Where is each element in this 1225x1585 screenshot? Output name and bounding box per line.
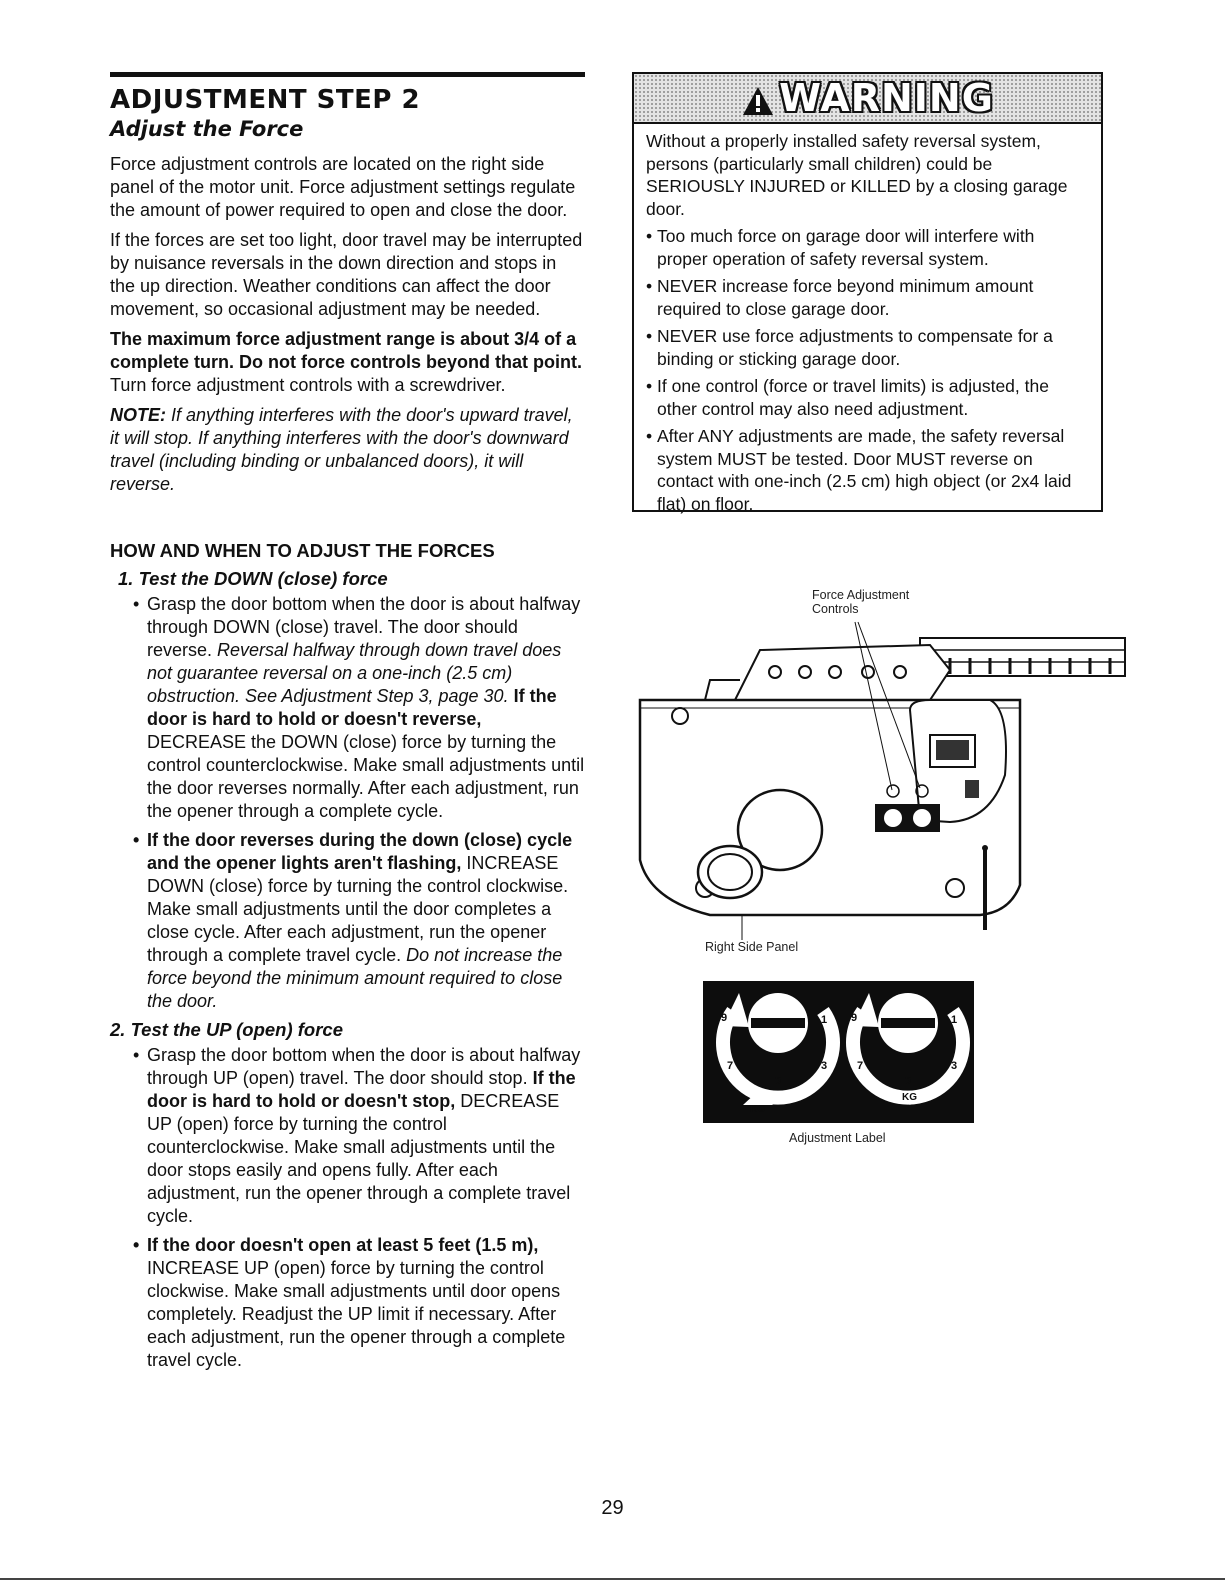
dial-number: 3 bbox=[951, 1060, 958, 1072]
note bbox=[110, 404, 585, 496]
paragraph-location: Force adjustment controls are located on the right side panel of the motor unit. Force adjustment settings regulate the amount of power required to open and close the door. bbox=[110, 154, 576, 220]
dial-number: 5 bbox=[775, 1075, 782, 1087]
kg-mark: KG bbox=[750, 1104, 765, 1115]
warning-intro: Without a properly installed safety reversal system, persons (particularly small children) could be SERIOUSLY INJURED or KILLED by a closing garage door. bbox=[646, 131, 1068, 219]
t1b1-rest: DECREASE the DOWN (close) force by turning the control counterclockwise. Make small adjustments until the door reverses normally. After each adjustment, run the opener through a complete cycle. bbox=[147, 732, 585, 821]
t2b2-text: INCREASE UP (open) force by turning the control clockwise. Make small adjustments until door opens completely. Readjust the UP limit if necessary. After each adjustment, run the opener through a complete travel cycle. bbox=[147, 1258, 566, 1370]
max-range-rest: Turn force adjustment controls with a screwdriver. bbox=[110, 375, 506, 395]
dial-number: 5 bbox=[905, 1075, 912, 1087]
t1b1-italic: Reversal halfway through down travel does not guarantee reversal on a one-inch (2.5 cm) obstruction. See Adjustment Step 3, page 30. bbox=[147, 640, 562, 706]
warning-bullet-text: NEVER use force adjustments to compensate for a binding or sticking garage door. bbox=[657, 326, 1053, 369]
note-text: If anything interferes with the door's upward travel, it will stop. If anything interferes with the door's downward travel (including binding or unbalanced doors), it will reverse. bbox=[110, 405, 573, 494]
bullet-mark: • bbox=[646, 226, 653, 246]
dial-number: 1 bbox=[951, 1014, 958, 1026]
warning-title bbox=[634, 76, 1101, 120]
force-label-line2: Controls bbox=[812, 602, 859, 616]
force-label-line1: Force Adjustment bbox=[812, 588, 910, 602]
warning-triangle-icon bbox=[741, 85, 775, 117]
dial-number: 7 bbox=[727, 1060, 734, 1072]
list-item bbox=[110, 593, 585, 823]
bullet-mark: • bbox=[133, 830, 140, 850]
paragraph-max-range bbox=[110, 328, 585, 397]
max-range-bold: The maximum force adjustment range is about 3/4 of a complete turn. Do not force controls beyond that point. bbox=[110, 329, 582, 372]
warning-bullet bbox=[646, 375, 1089, 420]
warning-bullet bbox=[646, 225, 1089, 270]
warning-bullet bbox=[646, 425, 1089, 515]
t1b1-bold: If the door is hard to hold or doesn't reverse, bbox=[147, 686, 557, 729]
dial-number: 9 bbox=[851, 1012, 858, 1024]
t2b1-text: Grasp the door bottom when the door is about halfway through UP (open) travel. The door should stop. bbox=[147, 1045, 581, 1088]
warning-bullet-text: If one control (force or travel limits) is adjusted, the other control may also need adjustment. bbox=[657, 376, 1049, 419]
bullet-mark: • bbox=[133, 1235, 140, 1255]
bullet-mark: • bbox=[646, 426, 653, 446]
warning-bullet bbox=[646, 325, 1089, 370]
bullet-mark: • bbox=[646, 376, 653, 396]
t1b2-bold: If the door reverses during the down (close) cycle and the opener lights aren't flashing, bbox=[147, 830, 573, 873]
dial-number: 9 bbox=[721, 1012, 728, 1024]
left-column bbox=[110, 72, 585, 1378]
list-item bbox=[110, 1234, 585, 1372]
dial-number: 1 bbox=[821, 1014, 828, 1026]
t1b2-italic: Do not increase the force beyond the minimum amount required to close the door. bbox=[147, 945, 563, 1011]
warning-bullet-text: Too much force on garage door will interfere with proper operation of safety reversal system. bbox=[657, 226, 1035, 269]
t2b1-bold: If the door is hard to hold or doesn't stop, bbox=[147, 1068, 576, 1111]
t1b2-text: INCREASE DOWN (close) force by turning the control clockwise. Make small adjustments until the door completes a close cycle. After each adjustment, run the opener through a complete travel cycle. bbox=[147, 853, 569, 965]
test-up-heading: 2. Test the UP (open) force bbox=[110, 1019, 343, 1040]
warning-header bbox=[634, 74, 1101, 124]
list-item bbox=[110, 1044, 585, 1228]
bullet-mark: • bbox=[133, 1045, 140, 1065]
t2b2-bold: If the door doesn't open at least 5 feet (1.5 m), bbox=[147, 1235, 539, 1255]
paragraph-light-forces: If the forces are set too light, door travel may be interrupted by nuisance reversals in the down direction and stops in the up direction. Weather conditions can affect the door movement, so occasional adjustment may be needed. bbox=[110, 230, 583, 319]
step-title: ADJUSTMENT STEP 2 bbox=[110, 85, 421, 115]
right-side-panel-label: Right Side Panel bbox=[705, 940, 799, 954]
adjustment-label-graphic bbox=[703, 981, 974, 1123]
note-label: NOTE: bbox=[110, 405, 166, 425]
page-number: 29 bbox=[601, 1497, 624, 1519]
dial-number: 3 bbox=[821, 1060, 828, 1072]
bullet-mark: • bbox=[133, 594, 140, 614]
t2b1-rest: DECREASE UP (open) force by turning the control counterclockwise. Make small adjustments until the door stops easily and opens fully. After each adjustment, run the opener through a complete travel cycle. bbox=[147, 1091, 571, 1226]
page-bottom-edge bbox=[0, 1578, 1225, 1580]
test-down-heading: 1. Test the DOWN (close) force bbox=[118, 568, 388, 589]
motor-unit-illustration bbox=[630, 600, 1130, 950]
adjustment-label-caption: Adjustment Label bbox=[789, 1131, 886, 1145]
section-heading: HOW AND WHEN TO ADJUST THE FORCES bbox=[110, 540, 495, 561]
bullet-mark: • bbox=[646, 326, 653, 346]
warning-bullet-text: After ANY adjustments are made, the safety reversal system MUST be tested. Door MUST reverse on contact with one-inch (2.5 cm) high object (or 2x4 laid flat) on floor. bbox=[657, 426, 1072, 514]
heading-rule bbox=[110, 72, 585, 77]
bullet-mark: • bbox=[646, 276, 653, 296]
kg-mark: KG bbox=[902, 1092, 917, 1103]
warning-bullet bbox=[646, 275, 1089, 320]
list-item bbox=[110, 829, 585, 1013]
warning-body bbox=[634, 124, 1101, 515]
warning-title-text: WARNING bbox=[779, 76, 994, 120]
warning-box bbox=[632, 72, 1103, 512]
dial-number: 7 bbox=[857, 1060, 864, 1072]
warning-bullet-text: NEVER increase force beyond minimum amount required to close garage door. bbox=[657, 276, 1034, 319]
step-subtitle: Adjust the Force bbox=[110, 117, 304, 141]
t1b1-text: Grasp the door bottom when the door is about halfway through DOWN (close) travel. The door should reverse. bbox=[147, 594, 581, 660]
